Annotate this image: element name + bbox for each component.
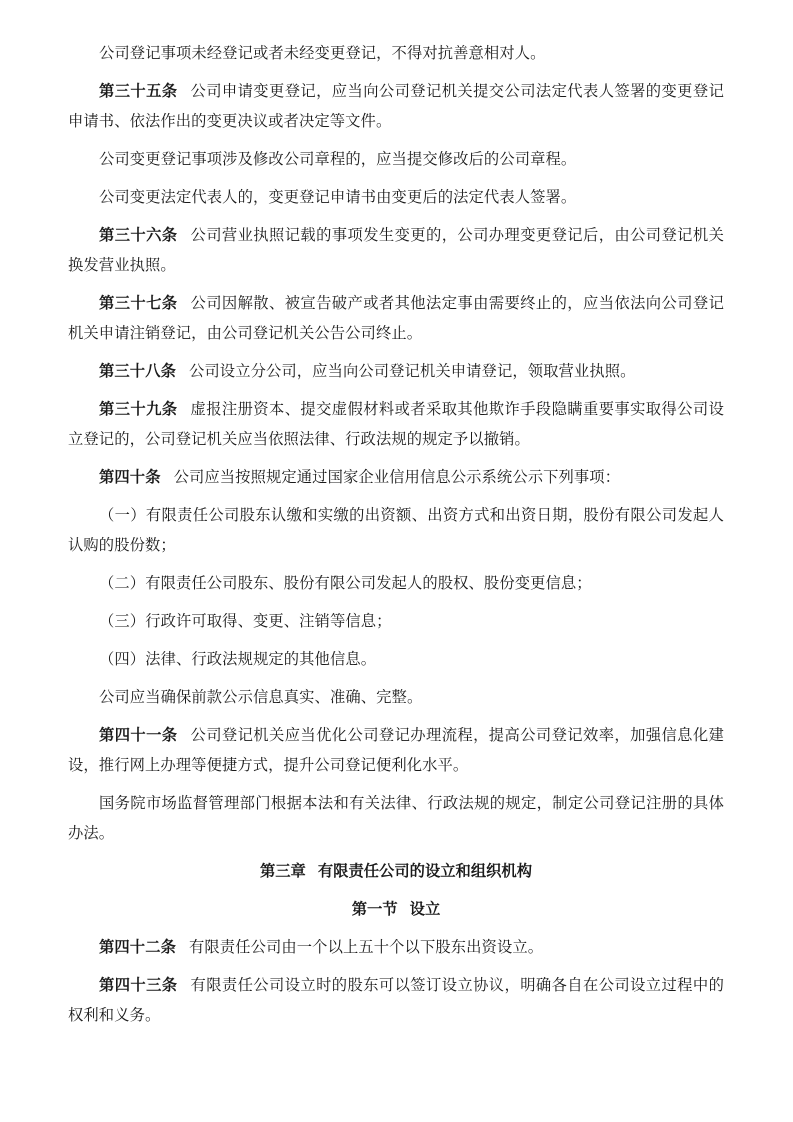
article-number: 第三十九条 <box>99 400 178 418</box>
chapter-number: 第三章 <box>259 862 306 880</box>
paragraph-text: 公司登记机关应当优化公司登记办理流程，提高公司登记效率，加强信息化建设，推行网上办理等便捷方式，提升公司登记便利化水平。 <box>68 726 724 774</box>
paragraph-text: 公司因解散、被宣告破产或者其他法定事由需要终止的，应当依法向公司登记机关申请注销登记，由公司登记机关公告公司终止。 <box>68 294 724 342</box>
paragraph <box>68 38 724 68</box>
chapter-heading <box>68 856 724 886</box>
paragraph <box>68 606 724 636</box>
paragraph-text: （一）有限责任公司股东认缴和实缴的出资额、出资方式和出资日期，股份有限公司发起人认购的股份数； <box>68 506 724 554</box>
paragraph-text: 有限责任公司设立时的股东可以签订设立协议，明确各自在公司设立过程中的权利和义务。 <box>68 976 724 1024</box>
paragraph <box>68 720 724 780</box>
paragraph-text: （三）行政许可取得、变更、注销等信息； <box>99 612 392 630</box>
paragraph-text: （二）有限责任公司股东、股份有限公司发起人的股权、股份变更信息； <box>99 574 592 592</box>
paragraph-text: （四）法律、行政法规规定的其他信息。 <box>99 650 377 668</box>
paragraph <box>68 788 724 848</box>
paragraph <box>68 394 724 454</box>
paragraph <box>68 220 724 280</box>
section-number: 第一节 <box>351 900 398 918</box>
paragraph-text: 公司应当确保前款公示信息真实、准确、完整。 <box>99 688 423 706</box>
article-number: 第三十六条 <box>99 226 178 244</box>
paragraph-text: 公司登记事项未经登记或者未经变更登记，不得对抗善意相对人。 <box>99 44 546 62</box>
article-number: 第四十三条 <box>99 976 178 994</box>
paragraph <box>68 970 724 1030</box>
article-number: 第三十八条 <box>99 362 176 380</box>
article-number: 第四十二条 <box>99 938 176 956</box>
paragraph-text: 虚报注册资本、提交虚假材料或者采取其他欺诈手段隐瞒重要事实取得公司设立登记的，公司登记机关应当依照法律、行政法规的规定予以撤销。 <box>68 400 724 448</box>
paragraph <box>68 462 724 492</box>
paragraph-text: 公司应当按照规定通过国家企业信用信息公示系统公示下列事项： <box>173 468 621 486</box>
article-number: 第四十一条 <box>99 726 178 744</box>
paragraph-text: 国务院市场监督管理部门根据本法和有关法律、行政法规的规定，制定公司登记注册的具体办法。 <box>68 794 724 842</box>
article-number: 第四十条 <box>99 468 161 486</box>
paragraph <box>68 356 724 386</box>
chapter-title: 有限责任公司的设立和组织机构 <box>317 862 533 880</box>
paragraph <box>68 568 724 598</box>
article-number: 第三十五条 <box>99 82 178 100</box>
section-heading <box>68 894 724 924</box>
paragraph-text: 公司变更登记事项涉及修改公司章程的，应当提交修改后的公司章程。 <box>99 150 577 168</box>
paragraph <box>68 500 724 560</box>
paragraph <box>68 682 724 712</box>
paragraph <box>68 182 724 212</box>
paragraph <box>68 76 724 136</box>
paragraph-text: 公司变更法定代表人的，变更登记申请书由变更后的法定代表人签署。 <box>99 188 577 206</box>
paragraph <box>68 288 724 348</box>
paragraph-text: 公司申请变更登记，应当向公司登记机关提交公司法定代表人签署的变更登记申请书、依法作出的变更决议或者决定等文件。 <box>68 82 724 130</box>
paragraph <box>68 644 724 674</box>
article-number: 第三十七条 <box>99 294 178 312</box>
paragraph-text: 有限责任公司由一个以上五十个以下股东出资设立。 <box>189 938 544 956</box>
paragraph-text: 公司设立分公司，应当向公司登记机关申请登记，领取营业执照。 <box>189 362 636 380</box>
document-page <box>68 38 724 1038</box>
paragraph <box>68 144 724 174</box>
paragraph-text: 公司营业执照记载的事项发生变更的，公司办理变更登记后，由公司登记机关换发营业执照。 <box>68 226 724 274</box>
section-title: 设立 <box>409 900 441 918</box>
paragraph <box>68 932 724 962</box>
